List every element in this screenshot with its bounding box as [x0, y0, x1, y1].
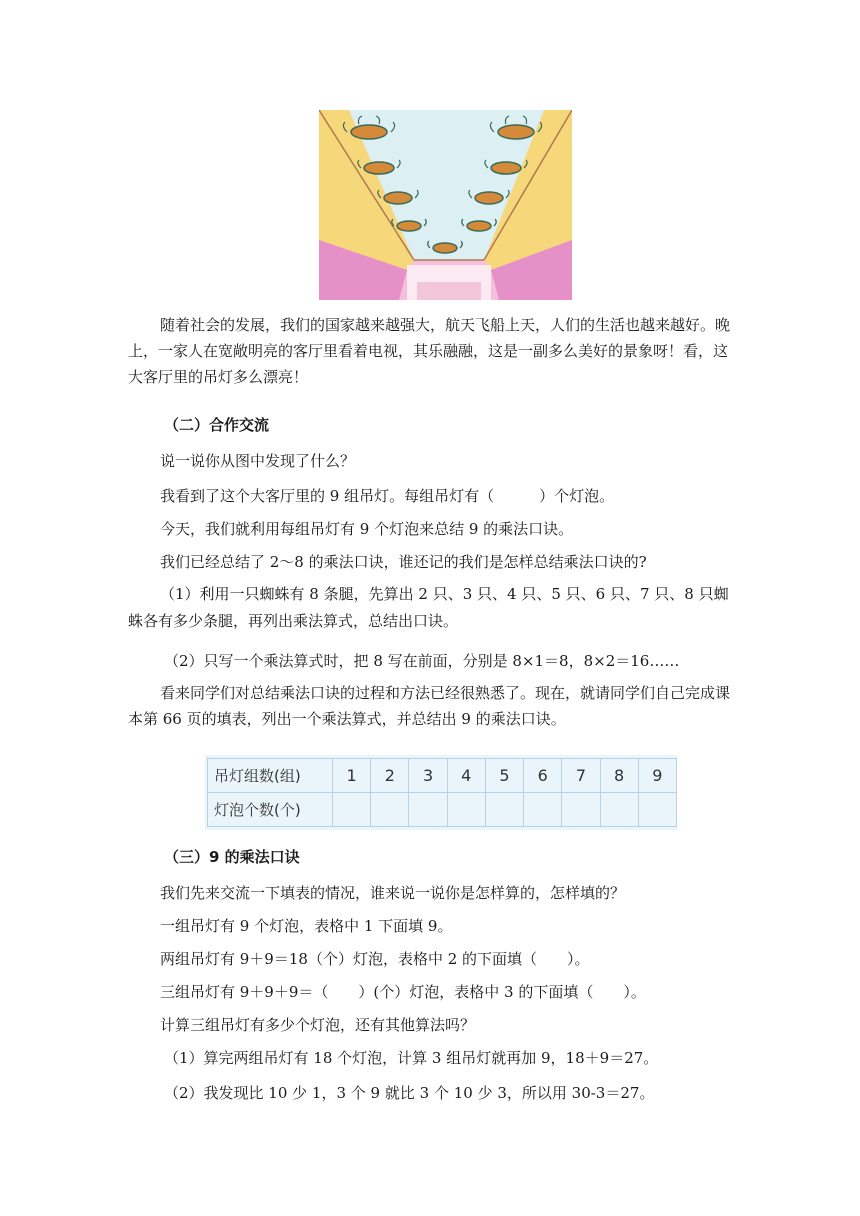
table-cell: 7	[562, 759, 600, 793]
text-line: 说一说你从图中发现了什么？	[160, 452, 356, 470]
ceiling-chandelier-illustration	[319, 110, 572, 300]
section-heading-nine-table: （三）9 的乘法口诀	[164, 848, 300, 866]
table-cell: 3	[409, 759, 447, 793]
table-row	[208, 759, 677, 793]
text-line: 三组吊灯有 9＋9＋9＝（ ）(个）灯泡，表格中 3 的下面填（ ）。	[160, 983, 646, 1001]
chandelier-icon	[364, 162, 394, 174]
text-line: 我们先来交流一下填表的情况，谁来说一说你是怎样算的，怎样填的？	[160, 884, 626, 902]
chandelier-icon	[498, 125, 534, 139]
table-cell-blank	[333, 793, 371, 827]
text-line: 一组吊灯有 9 个灯泡，表格中 1 下面填 9。	[160, 917, 453, 935]
table-cell-blank	[524, 793, 562, 827]
table-cell: 6	[524, 759, 562, 793]
table-cell: 4	[447, 759, 485, 793]
row-label: 灯泡个数(个)	[208, 793, 333, 827]
instruction-paragraph: 看来同学们对总结乘法口诀的过程和方法已经很熟悉了。现在，就请同学们自己完成课本第 66 页的填表，列出一个乘法算式，并总结出 9 的乘法口诀。	[128, 684, 731, 728]
chandelier-icon	[467, 221, 491, 231]
table-cell: 1	[333, 759, 371, 793]
chandelier-icon	[491, 162, 521, 174]
table-cell-blank	[562, 793, 600, 827]
table-cell: 8	[600, 759, 638, 793]
table-cell: 2	[371, 759, 409, 793]
list-item: （1）算完两组吊灯有 18 个灯泡，计算 3 组吊灯就再加 9，18＋9＝27。	[164, 1049, 659, 1067]
list-item: （1）利用一只蜘蛛有 8 条腿，先算出 2 只、3 只、4 只、5 只、6 只、7 只、8 只蜘蛛各有多少条腿，再列出乘法算式，总结出口诀。	[128, 585, 729, 630]
section-heading-cooperation: （二）合作交流	[164, 416, 270, 434]
chandelier-icon	[475, 192, 503, 204]
table-cell: 9	[638, 759, 676, 793]
table-cell-blank	[409, 793, 447, 827]
intro-paragraph: 随着社会的发展，我们的国家越来越强大，航天飞船上天，人们的生活也越来越好。晚上，一家人在宽敞明亮的客厅里看着电视，其乐融融，这是一副多么美好的景象呀！看，这大客厅里的吊灯多么漂亮！	[128, 316, 731, 386]
chandelier-icon	[351, 125, 387, 139]
table-cell-blank	[638, 793, 676, 827]
text-line: 两组吊灯有 9＋9＝18（个）灯泡，表格中 2 的下面填（ ）。	[160, 950, 590, 968]
table-cell: 5	[485, 759, 523, 793]
table-cell-blank	[485, 793, 523, 827]
chandelier-icon	[384, 192, 412, 204]
row-label: 吊灯组数(组)	[208, 759, 333, 793]
list-item: （2）我发现比 10 少 1，3 个 9 就比 3 个 10 少 3，所以用 30-3＝27。	[164, 1084, 655, 1102]
table-cell-blank	[371, 793, 409, 827]
list-item: （2）只写一个乘法算式时，把 8 写在前面，分别是 8×1＝8，8×2＝16……	[164, 652, 680, 670]
table-cell-blank	[447, 793, 485, 827]
chandelier-icon	[397, 221, 421, 231]
chandelier-icon	[433, 243, 457, 253]
table-cell-blank	[600, 793, 638, 827]
text-line: 我们已经总结了 2～8 的乘法口诀，谁还记的我们是怎样总结乘法口诀的?	[160, 553, 647, 571]
fill-in-table	[205, 755, 677, 830]
text-line: 我看到了这个大客厅里的 9 组吊灯。每组吊灯有（ ）个灯泡。	[160, 487, 615, 505]
text-line: 计算三组吊灯有多少个灯泡，还有其他算法吗？	[160, 1016, 476, 1034]
table-row	[208, 793, 677, 827]
text-line: 今天，我们就利用每组吊灯有 9 个灯泡来总结 9 的乘法口诀。	[160, 520, 574, 538]
